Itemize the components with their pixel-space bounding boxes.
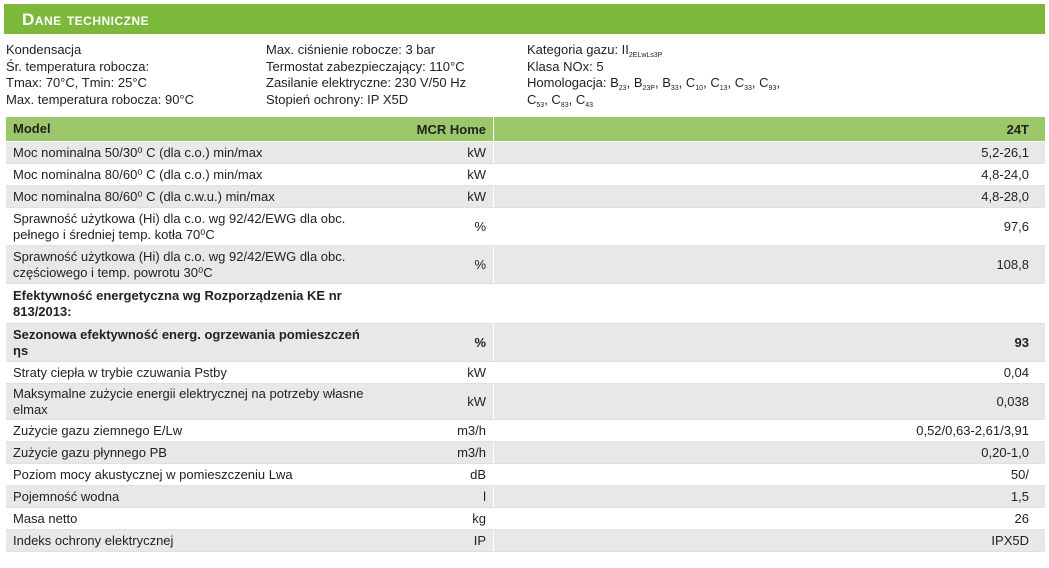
table-row [6,246,1045,284]
homologation-code: $C_{13}$, [710,75,735,92]
info-column-1 [6,42,194,108]
table-header-row [6,117,1045,141]
table-row [6,164,1045,186]
row-label: Sprawność użytkowa (Hi) dla c.o. wg 92/42/EWG dla obc. częściowego i temp. powrotu 30⁰C [13,248,346,280]
table-row [6,362,1045,384]
homologation-code: $C_{53}$, [527,91,552,109]
row-label: Moc nominalna 80/60⁰ C (dla c.o.) min/max [13,166,263,182]
row-unit: IP [473,533,486,548]
row-unit: kW [467,394,486,409]
row-unit: kg [472,511,486,526]
info-line: Termostat zabezpieczający: 110°C [266,58,465,74]
table-row [6,324,1045,362]
row-value [501,284,1029,323]
row-label: Zużycie gazu ziemnego E/Lw [13,422,183,438]
row-unit: l [483,489,486,504]
row-label: Masa netto [13,510,78,526]
row-unit: % [474,335,486,350]
homologation-line-2 [527,92,780,109]
homologation-code: $C_{10}$, [685,75,711,92]
row-unit: % [474,257,486,272]
table-row [6,384,1045,420]
row-value: 5,2-26,1 [981,145,1029,160]
section-title: Dane techniczne [22,10,150,29]
row-value: 26 [1014,511,1029,526]
table-row [6,208,1045,246]
row-label: Moc nominalna 80/60⁰ C (dla c.w.u.) min/max [13,188,275,204]
row-label: Maksymalne zużycie energii elektrycznej na potrzeby własne elmax [13,385,364,417]
table-row [6,486,1045,508]
homologation-code: $C_{93}$, [759,75,780,92]
nox-class: Klasa NOx: 5 [527,58,604,74]
homologation-code: $C_{43}$ [575,91,594,109]
table-row [6,142,1045,164]
row-unit: dB [470,467,486,482]
row-value: 108,8 [996,257,1029,272]
row-label: Straty ciepła w trybie czuwania Pstby [13,364,227,380]
row-unit: m3/h [457,423,486,438]
row-value: 0,04 [1003,365,1029,380]
row-unit: % [474,219,486,234]
row-value: 24T [1006,121,1029,137]
row-label: Model [13,121,51,136]
table-row [6,530,1045,552]
row-value: 50/ [1010,467,1029,482]
section-header [4,4,1045,34]
row-value: 97,6 [1003,219,1029,234]
info-column-3 [527,42,780,108]
row-unit [386,284,486,323]
row-label: Pojemność wodna [13,488,120,504]
row-value: 0,52/0,63-2,61/3,91 [916,423,1029,438]
row-label: Indeks ochrony elektrycznej [13,532,174,548]
info-line: Kondensacja [6,42,82,57]
row-value: 4,8-28,0 [981,189,1029,204]
info-line: Zasilanie elektryczne: 230 V/50 Hz [266,75,467,90]
row-label: Efektywność energetyczna wg Rozporządzenia KE nr 813/2013: [13,287,342,319]
row-unit: kW [467,189,486,204]
table-row [6,508,1045,530]
homologation-code: $B_{33}$, [662,75,686,92]
row-unit: MCR Home [416,121,486,137]
row-unit: m3/h [457,445,486,460]
homologation-code: $B_{23}$, [610,75,634,92]
homologation-code: $B_{23P}$, [633,75,663,92]
row-unit: kW [467,365,486,380]
table-row [6,464,1045,486]
row-value: 4,8-24,0 [981,167,1029,182]
row-unit: kW [467,145,486,160]
row-label: Sprawność użytkowa (Hi) dla c.o. wg 92/42/EWG dla obc. pełnego i średniej temp. kotła 70⁰C [13,210,346,242]
row-value: 0,20-1,0 [981,445,1029,460]
homologation-code: $C_{33}$, [734,75,760,92]
info-line: Śr. temperatura robocza: [6,58,150,74]
table-row [6,284,1045,324]
gas-category: Kategoria gazu: $II_{2ELwLs3P}$ [527,42,663,59]
table-row [6,442,1045,464]
info-column-2 [266,42,466,108]
row-label: Poziom mocy akustycznej w pomieszczeniu Lwa [13,466,293,482]
row-label: Moc nominalna 50/30⁰ C (dla c.o.) min/max [13,144,263,160]
row-value: 0,038 [996,394,1029,409]
row-unit: kW [467,167,486,182]
info-line: Max. ciśnienie robocze: 3 bar [266,42,436,57]
row-value: 1,5 [1010,489,1029,504]
info-line: Max. temperatura robocza: 90°C [6,91,195,107]
row-label: Sezonowa efektywność energ. ogrzewania pomieszczeń ηs [13,326,360,358]
row-value: 93 [1014,335,1029,350]
homologation-line-1: Homologacja: $B_{23}$, $B_{23P}$, $B_{33}$, $C_{10}$, $C_{13}$, $C_{33}$, $C_{93}$, [527,75,780,92]
row-label: Zużycie gazu płynnego PB [13,444,167,460]
table-row [6,420,1045,442]
info-line: Stopień ochrony: IP X5D [266,91,409,107]
row-value: IPX5D [991,533,1029,548]
table-row [6,186,1045,208]
info-line: Tmax: 70°C, Tmin: 25°C [6,75,147,90]
homologation-code: $C_{83}$, [551,91,576,109]
